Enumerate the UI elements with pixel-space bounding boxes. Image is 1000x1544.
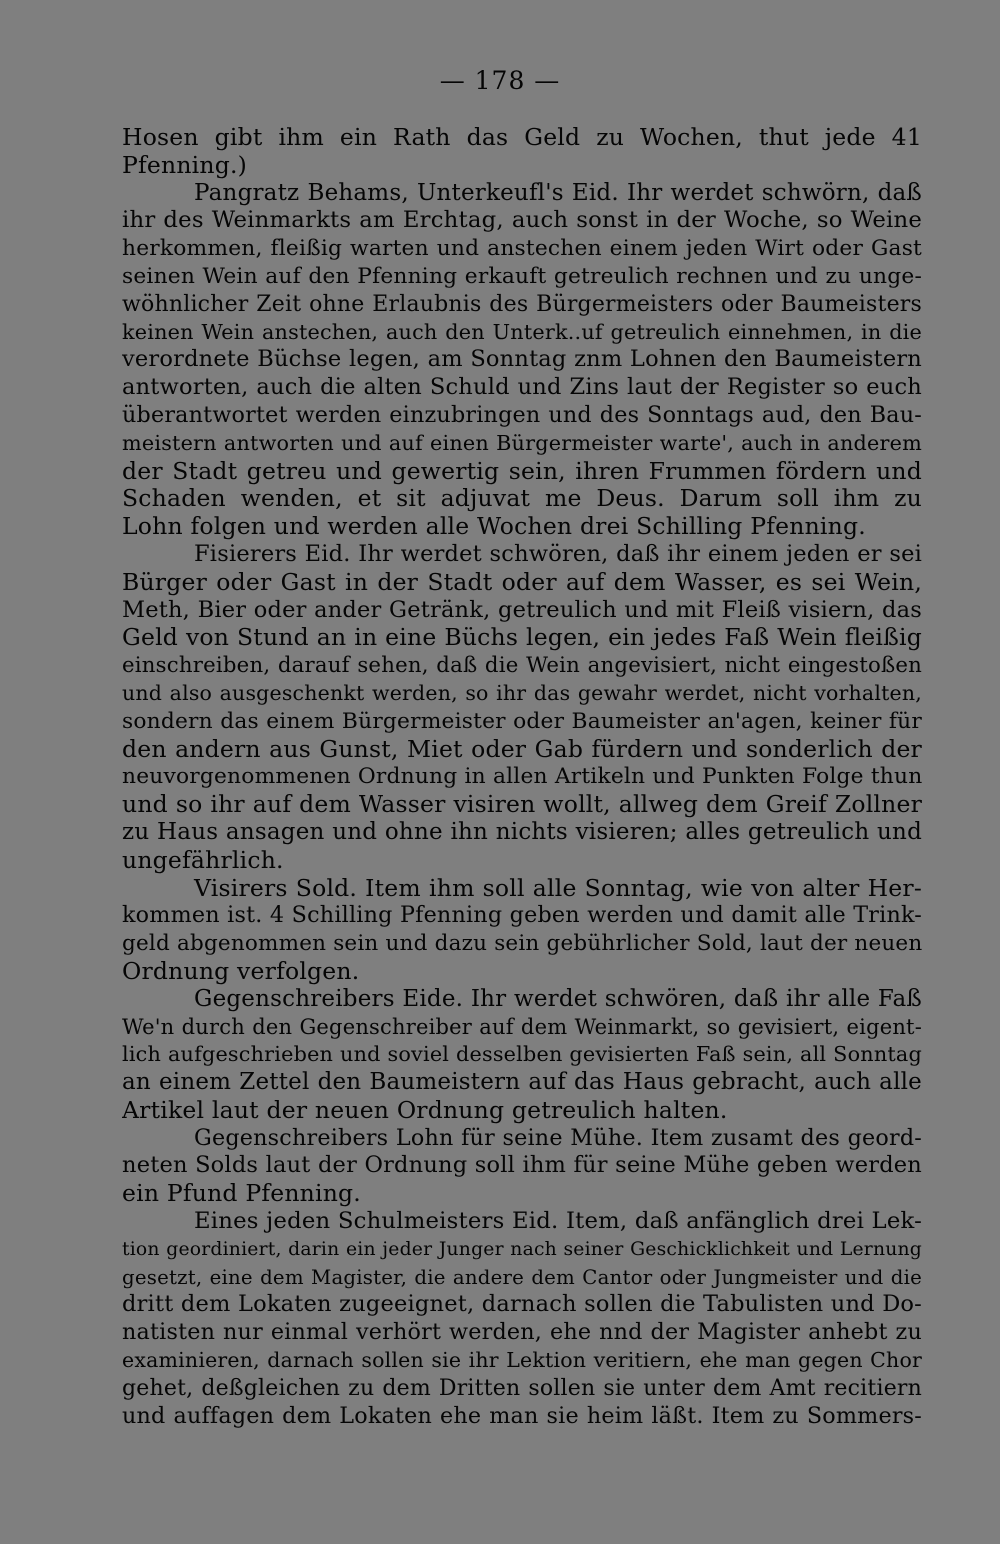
text-line: der Stadt getreu und gewertig sein, ihren Frummen fördern und bbox=[122, 457, 922, 485]
text-line: ein Pfund Pfenning. bbox=[122, 1180, 361, 1208]
text-line: einschreiben, darauf sehen, daß die Wein angevisiert, nicht eingestoßen bbox=[122, 653, 922, 679]
text-line: geld abgenommen sein und dazu sein gebührlicher Sold, laut der neuen bbox=[122, 931, 922, 957]
text-line: Gegenschreibers Eide. Ihr werdet schwören, daß ihr alle Faß bbox=[194, 985, 922, 1012]
text-line: Pfenning.) bbox=[122, 151, 248, 179]
page-number: — 178 — bbox=[439, 66, 561, 95]
text-line: natisten nur einmal verhört werden, ehe nnd der Magister anhebt zu bbox=[122, 1319, 922, 1346]
text-line: seinen Wein auf den Pfenning erkauft getreulich rechnen und zu unge- bbox=[122, 263, 922, 289]
text-line: überantwortet werden einzubringen und des Sonntags aud, den Bau- bbox=[122, 401, 922, 428]
text-line: keinen Wein anstechen, auch den Unterk..uf getreulich einnehmen, in die bbox=[122, 319, 922, 344]
text-line: zu Haus ansagen und ohne ihn nichts visieren; alles getreulich und bbox=[122, 818, 922, 845]
text-line: dritt dem Lokaten zugeeignet, darnach sollen die Tabulisten und Do- bbox=[122, 1291, 922, 1318]
text-line: Visirers Sold. Item ihm soll alle Sonntag, wie von alter Her- bbox=[194, 874, 922, 902]
text-line: Artikel laut der neuen Ordnung getreulich halten. bbox=[122, 1096, 728, 1124]
text-line: sondern das einem Bürgermeister oder Baumeister an'agen, keiner für bbox=[122, 708, 922, 734]
text-line: verordnete Büchse legen, am Sonntag znm Lohnen den Baumeistern bbox=[122, 346, 922, 373]
text-line: Ordnung verfolgen. bbox=[122, 957, 360, 985]
text-line: Geld von Stund an in eine Büchs legen, ein jedes Faß Wein fleißig bbox=[122, 624, 922, 652]
text-line: Eines jeden Schulmeisters Eid. Item, daß anfänglich drei Lek- bbox=[194, 1208, 922, 1235]
text-line: Fisierers Eid. Ihr werdet schwören, daß ihr einem jeden er sei bbox=[194, 540, 922, 567]
body-text bbox=[122, 124, 922, 1430]
text-line: neten Solds laut der Ordnung soll ihm für seine Mühe geben werden bbox=[122, 1152, 922, 1179]
text-line: ungefährlich. bbox=[122, 846, 284, 874]
text-line: gehet, deßgleichen zu dem Dritten sollen sie unter dem Amt recitiern bbox=[122, 1375, 922, 1401]
text-line: neuvorgenommenen Ordnung in allen Artikeln und Punkten Folge thun bbox=[122, 764, 922, 790]
text-line: Hosen gibt ihm ein Rath das Geld zu Wochen, thut jede 41 bbox=[122, 124, 922, 151]
text-line: an einem Zettel den Baumeistern auf das Haus gebracht, auch alle bbox=[122, 1069, 922, 1096]
text-line: und also ausgeschenkt werden, so ihr das gewahr werdet, nicht vorhalten, bbox=[122, 680, 922, 705]
text-line: Lohn folgen und werden alle Wochen drei Schilling Pfenning. bbox=[122, 513, 866, 541]
text-line: kommen ist. 4 Schilling Pfenning geben werden und damit alle Trink- bbox=[122, 902, 922, 929]
text-line: We'n durch den Gegenschreiber auf dem Weinmarkt, so gevisiert, eigent- bbox=[122, 1014, 922, 1039]
text-line: ihr des Weinmarkts am Erchtag, auch sonst in der Woche, so Weine bbox=[122, 207, 922, 234]
text-line: Pangratz Behams, Unterkeufl's Eid. Ihr werdet schwörn, daß bbox=[194, 179, 922, 206]
text-line: meistern antworten und auf einen Bürgermeister warte', auch in anderem bbox=[122, 430, 922, 455]
text-line: antworten, auch die alten Schuld und Zins laut der Register so euch bbox=[122, 374, 922, 401]
text-line: Gegenschreibers Lohn für seine Mühe. Item zusamt des geord- bbox=[194, 1124, 922, 1151]
text-line: examinieren, darnach sollen sie ihr Lektion veritiern, ehe man gegen Chor bbox=[122, 1348, 922, 1373]
text-line: den andern aus Gunst, Miet oder Gab fürdern und sonderlich der bbox=[122, 735, 922, 763]
text-line: Bürger oder Gast in der Stadt oder auf dem Wasser, es sei Wein, bbox=[122, 568, 922, 596]
text-line: wöhnlicher Zeit ohne Erlaubnis des Bürgermeisters oder Baumeisters bbox=[122, 291, 922, 317]
text-line: herkommen, fleißig warten und anstechen einem jeden Wirt oder Gast bbox=[122, 236, 922, 262]
text-line: Meth, Bier oder ander Getränk, getreulich und mit Fleiß visiern, das bbox=[122, 596, 922, 623]
text-line: gesetzt, eine dem Magister, die andere dem Cantor oder Jungmeister und die bbox=[122, 1265, 922, 1289]
text-line: Schaden wenden, et sit adjuvat me Deus. Darum soll ihm zu bbox=[122, 485, 922, 513]
text-line: und auffagen dem Lokaten ehe man sie heim läßt. Item zu Sommers- bbox=[122, 1402, 922, 1429]
text-line: tion geordiniert, darin ein jeder Junger nach seiner Geschicklichkeit und Lernung bbox=[122, 1238, 922, 1260]
text-line: lich aufgeschrieben und soviel desselben gevisierten Faß sein, all Sonntag bbox=[122, 1042, 922, 1067]
text-line: und so ihr auf dem Wasser visiren wollt, allweg dem Greif Zollner bbox=[122, 791, 922, 819]
